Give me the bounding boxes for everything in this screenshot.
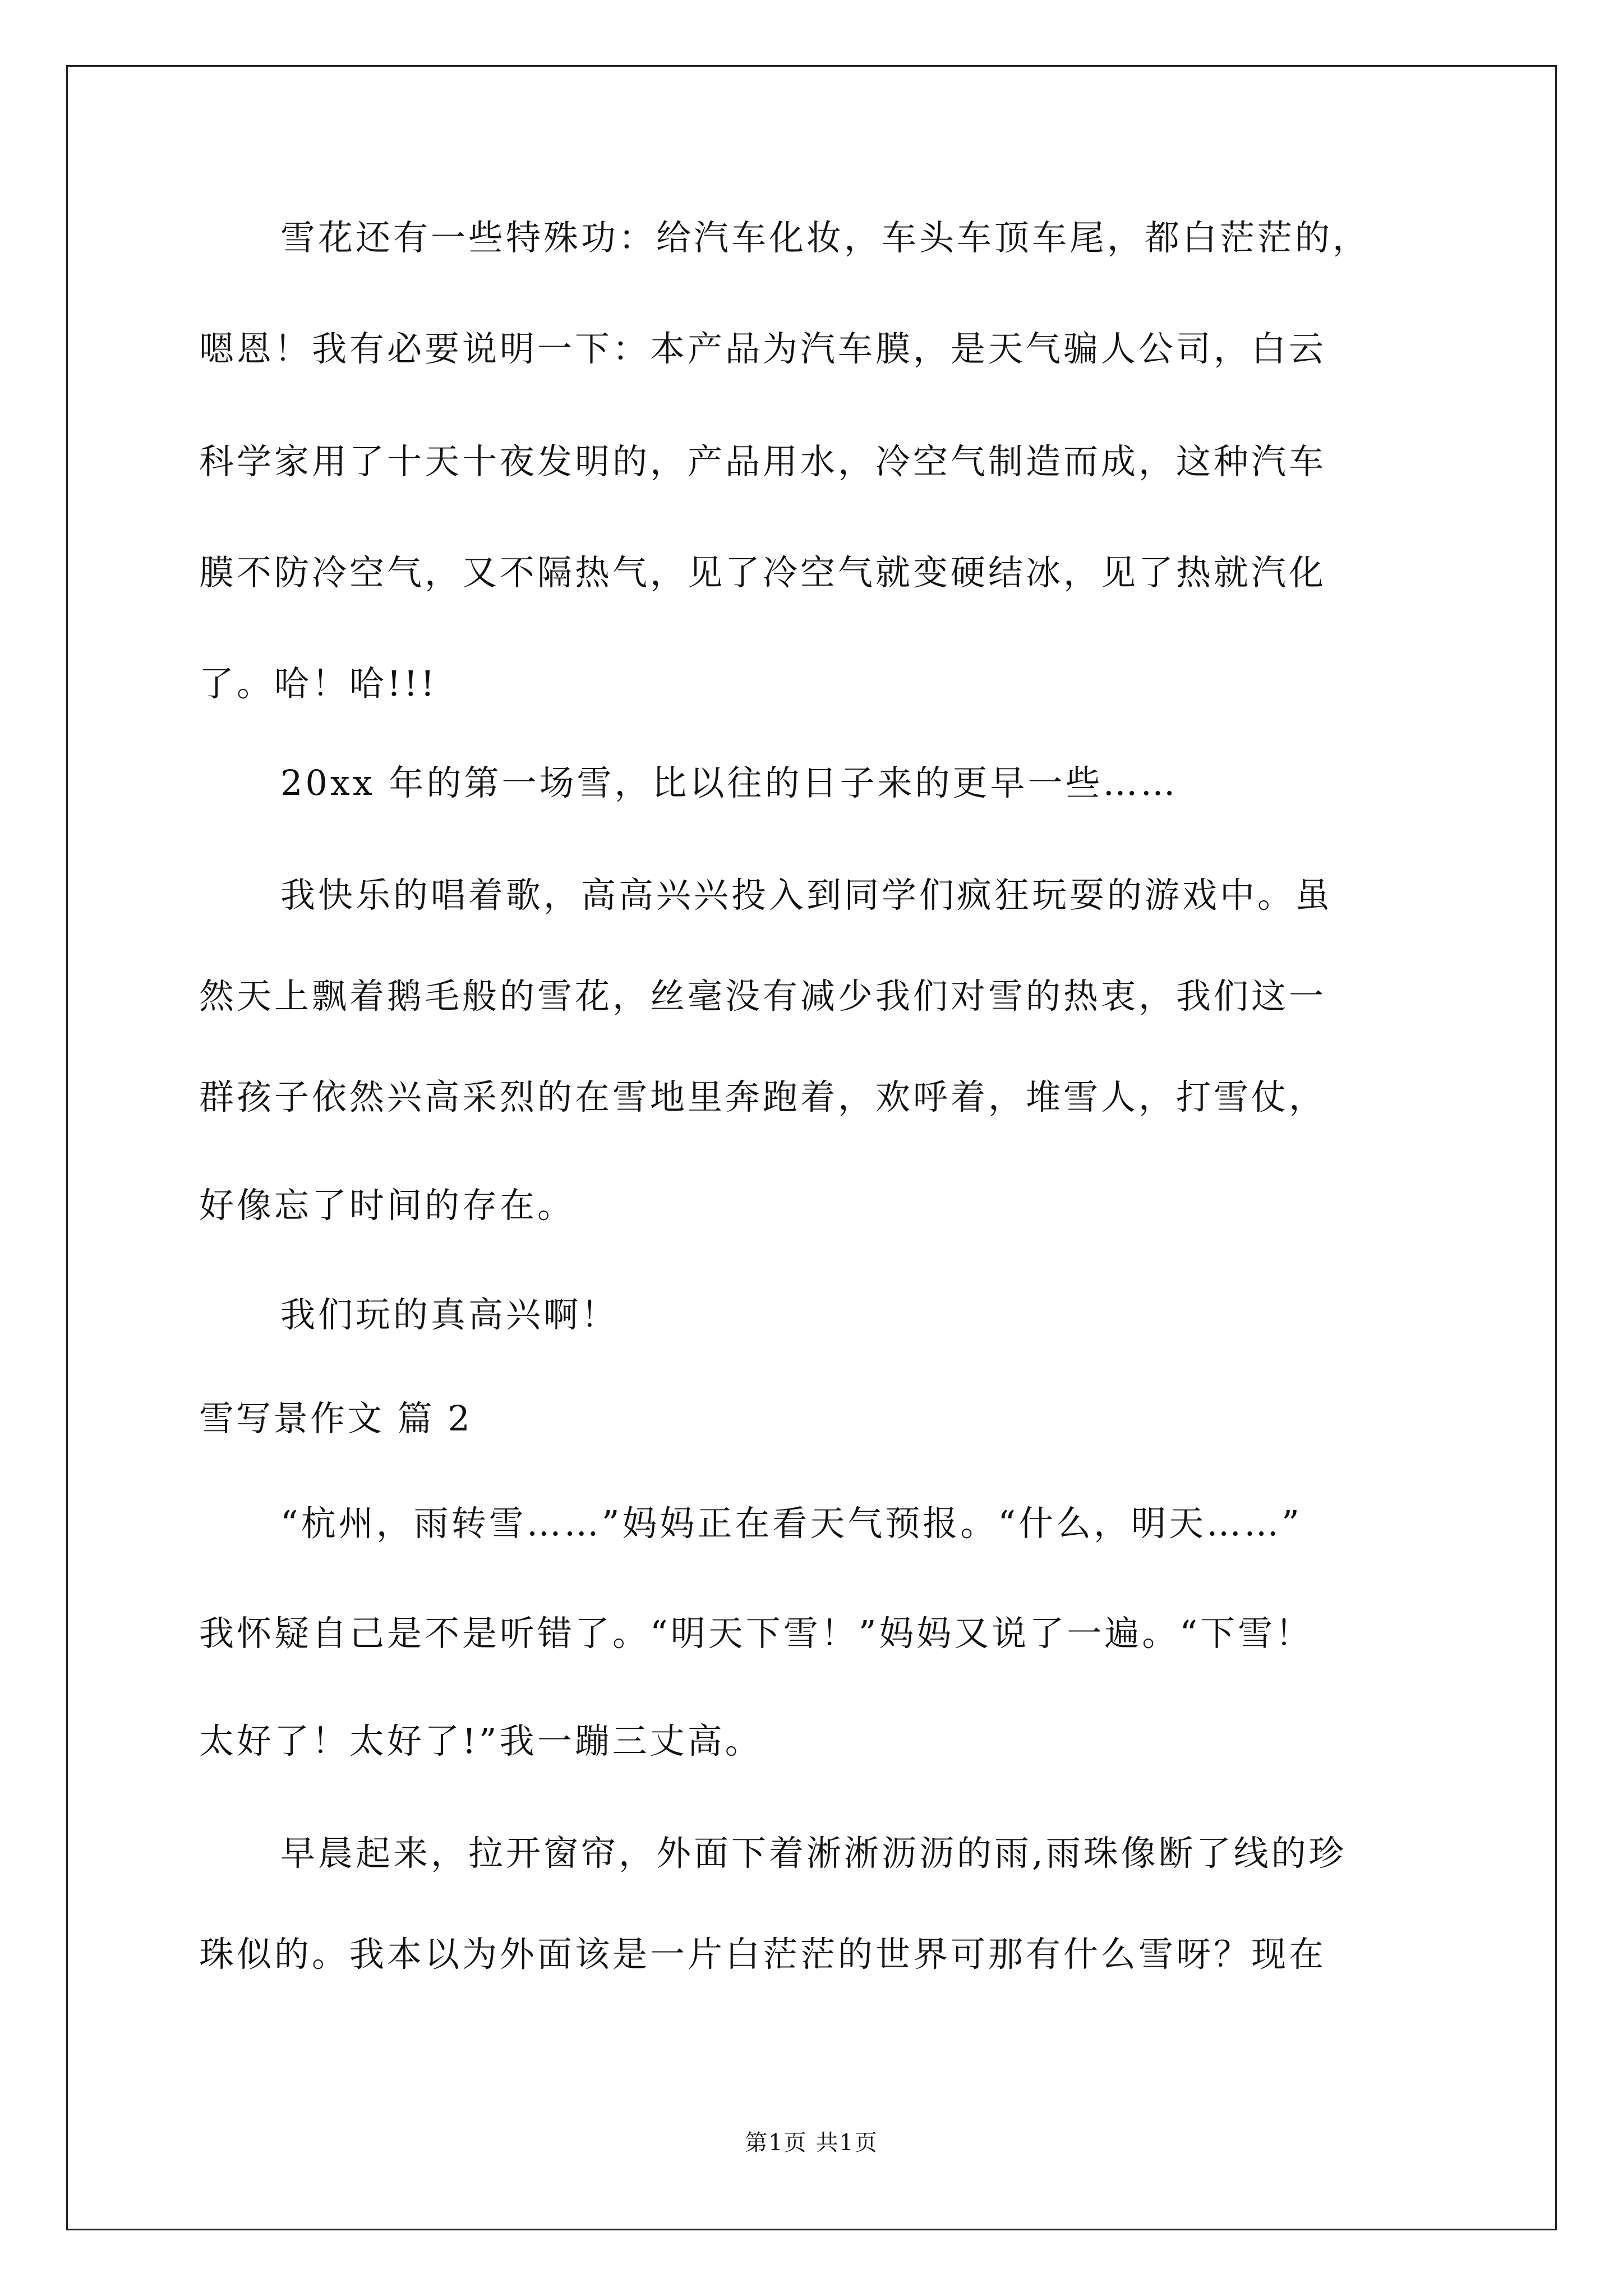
text-line: 科学家用了十天十夜发明的，产品用水，冷空气制造而成，这种汽车	[199, 441, 1327, 482]
text-line: 早晨起来，拉开窗帘，外面下着淅淅沥沥的雨,雨珠像断了线的珍	[280, 1833, 1347, 1874]
text-line: 雪花还有一些特殊功：给汽车化妆，车头车顶车尾，都白茫茫的，	[280, 217, 1371, 258]
text-line: 珠似的。我本以为外面该是一片白茫茫的世界可那有什么雪呀？现在	[199, 1934, 1327, 1975]
text-line: 了。哈！哈!!!	[199, 663, 437, 704]
text-line: 群孩子依然兴高采烈的在雪地里奔跑着，欢呼着，堆雪人，打雪仗，	[199, 1076, 1327, 1117]
text-line: 膜不防冷空气，又不隔热气，见了冷空气就变硬结冰，见了热就汽化	[199, 552, 1327, 593]
text-line: 我怀疑自己是不是听错了。“明天下雪！”妈妈又说了一遍。“下雪！	[199, 1613, 1313, 1654]
text-line: 嗯恩！我有必要说明一下：本产品为汽车膜，是天气骗人公司，白云	[199, 328, 1327, 369]
section-heading: 雪写景作文 篇 2	[199, 1398, 472, 1439]
text-line: 20xx 年的第一场雪，比以往的日子来的更早一些……	[280, 762, 1178, 803]
page-border	[66, 65, 1557, 2230]
text-line: 然天上飘着鹅毛般的雪花，丝毫没有减少我们对雪的热衷，我们这一	[199, 976, 1327, 1016]
text-line: 我们玩的真高兴啊！	[280, 1294, 619, 1335]
text-line: “杭州，雨转雪……”妈妈正在看天气预报。“什么，明天……”	[280, 1503, 1302, 1544]
text-line: 我快乐的唱着歌，高高兴兴投入到同学们疯狂玩耍的游戏中。虽	[280, 875, 1333, 915]
text-line: 好像忘了时间的存在。	[199, 1185, 575, 1226]
text-line: 太好了！太好了!”我一蹦三丈高。	[199, 1720, 763, 1761]
page-number-footer: 第1页 共1页	[745, 2130, 878, 2156]
